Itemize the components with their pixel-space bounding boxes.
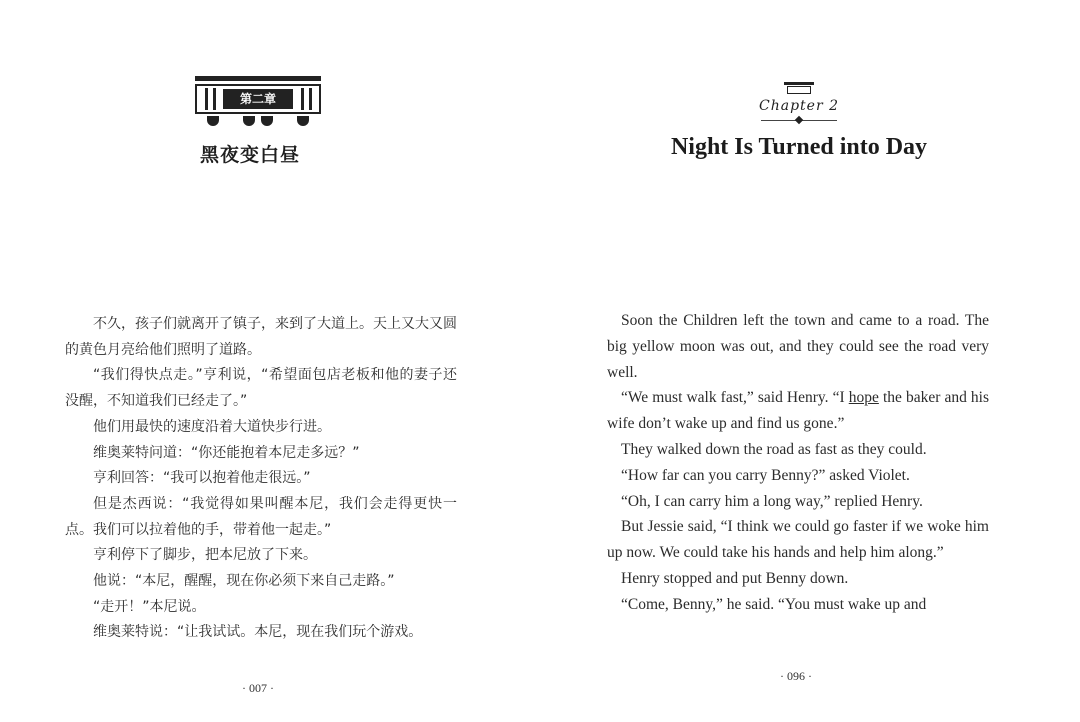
paragraph: 不久，孩子们就离开了镇子，来到了大道上。天上又大又圆的黄色月亮给他们照明了道路。 [65, 316, 457, 358]
chapter-label: Chapter 2 [759, 98, 839, 114]
paragraph: “Come, Benny,” he said. “You must wake up and [621, 595, 927, 613]
chapter-body-text [65, 312, 457, 646]
badge-wheel [207, 116, 219, 126]
badge-frame [195, 84, 321, 114]
badge-top-bar [784, 82, 814, 85]
chapter-label: 第二章 [223, 89, 293, 109]
badge-wheel [261, 116, 273, 126]
paragraph: Henry stopped and put Benny down. [621, 569, 849, 587]
paragraph: “我们得快点走。”亨利说，“希望面包店老板和他的妻子还没醒，不知道我们已经走了。” [65, 367, 457, 410]
badge-post [213, 88, 216, 110]
page-number: · 007 · [242, 681, 274, 695]
badge-wheel [243, 116, 255, 126]
paragraph: 维奥莱特问道：“你还能抱着本尼走多远？” [93, 444, 360, 461]
right-page [540, 0, 1080, 722]
text-run: “We must walk fast,” said Henry. “I [621, 389, 849, 407]
paragraph: “Oh, I can carry him a long way,” replied Henry. [621, 492, 923, 510]
chapter-title: 黑夜变白昼 [200, 144, 301, 166]
badge-post [205, 88, 208, 110]
paragraph [607, 385, 989, 437]
paragraph: But Jessie said, “I think we could go faster if we woke him up now. We could take his hands and help him along.” [607, 518, 989, 562]
chapter-body-text [607, 308, 989, 618]
paragraph: 亨利回答：“我可以抱着他走很远。” [93, 470, 311, 487]
badge-top-bar [195, 76, 321, 81]
chapter-badge-emblem [784, 82, 814, 96]
badge-post [309, 88, 312, 110]
chapter-badge-emblem [195, 76, 321, 126]
paragraph: 维奥莱特说：“让我试试。本尼，现在我们玩个游戏。 [93, 624, 423, 641]
badge-wheel [297, 116, 309, 126]
underlined-word: hope [848, 389, 879, 407]
badge-post [301, 88, 304, 110]
paragraph: 他说：“本尼，醒醒，现在你必须下来自己走路。” [93, 573, 395, 590]
paragraph: “走开！”本尼说。 [93, 598, 206, 615]
paragraph: 他们用最快的速度沿着大道快步行进。 [93, 418, 331, 435]
paragraph: 但是杰西说：“我觉得如果叫醒本尼，我们会走得更快一点。我们可以拉着他的手，带着他一起走。” [65, 495, 457, 538]
text-run: the baker and his wife don’t wake up and find us gone.” [607, 389, 989, 433]
paragraph: They walked down the road as fast as they could. [621, 440, 927, 458]
paragraph: “How far can you carry Benny?” asked Violet. [621, 466, 910, 484]
ornament-diamond [795, 116, 803, 124]
paragraph: Soon the Children left the town and came to a road. The big yellow moon was out, and they could see the road very well. [607, 312, 989, 381]
page-number: · 096 · [780, 669, 812, 683]
chapter-title: Night Is Turned into Day [670, 134, 928, 160]
paragraph: 亨利停下了脚步，把本尼放了下来。 [93, 547, 317, 564]
badge-frame [787, 86, 811, 94]
